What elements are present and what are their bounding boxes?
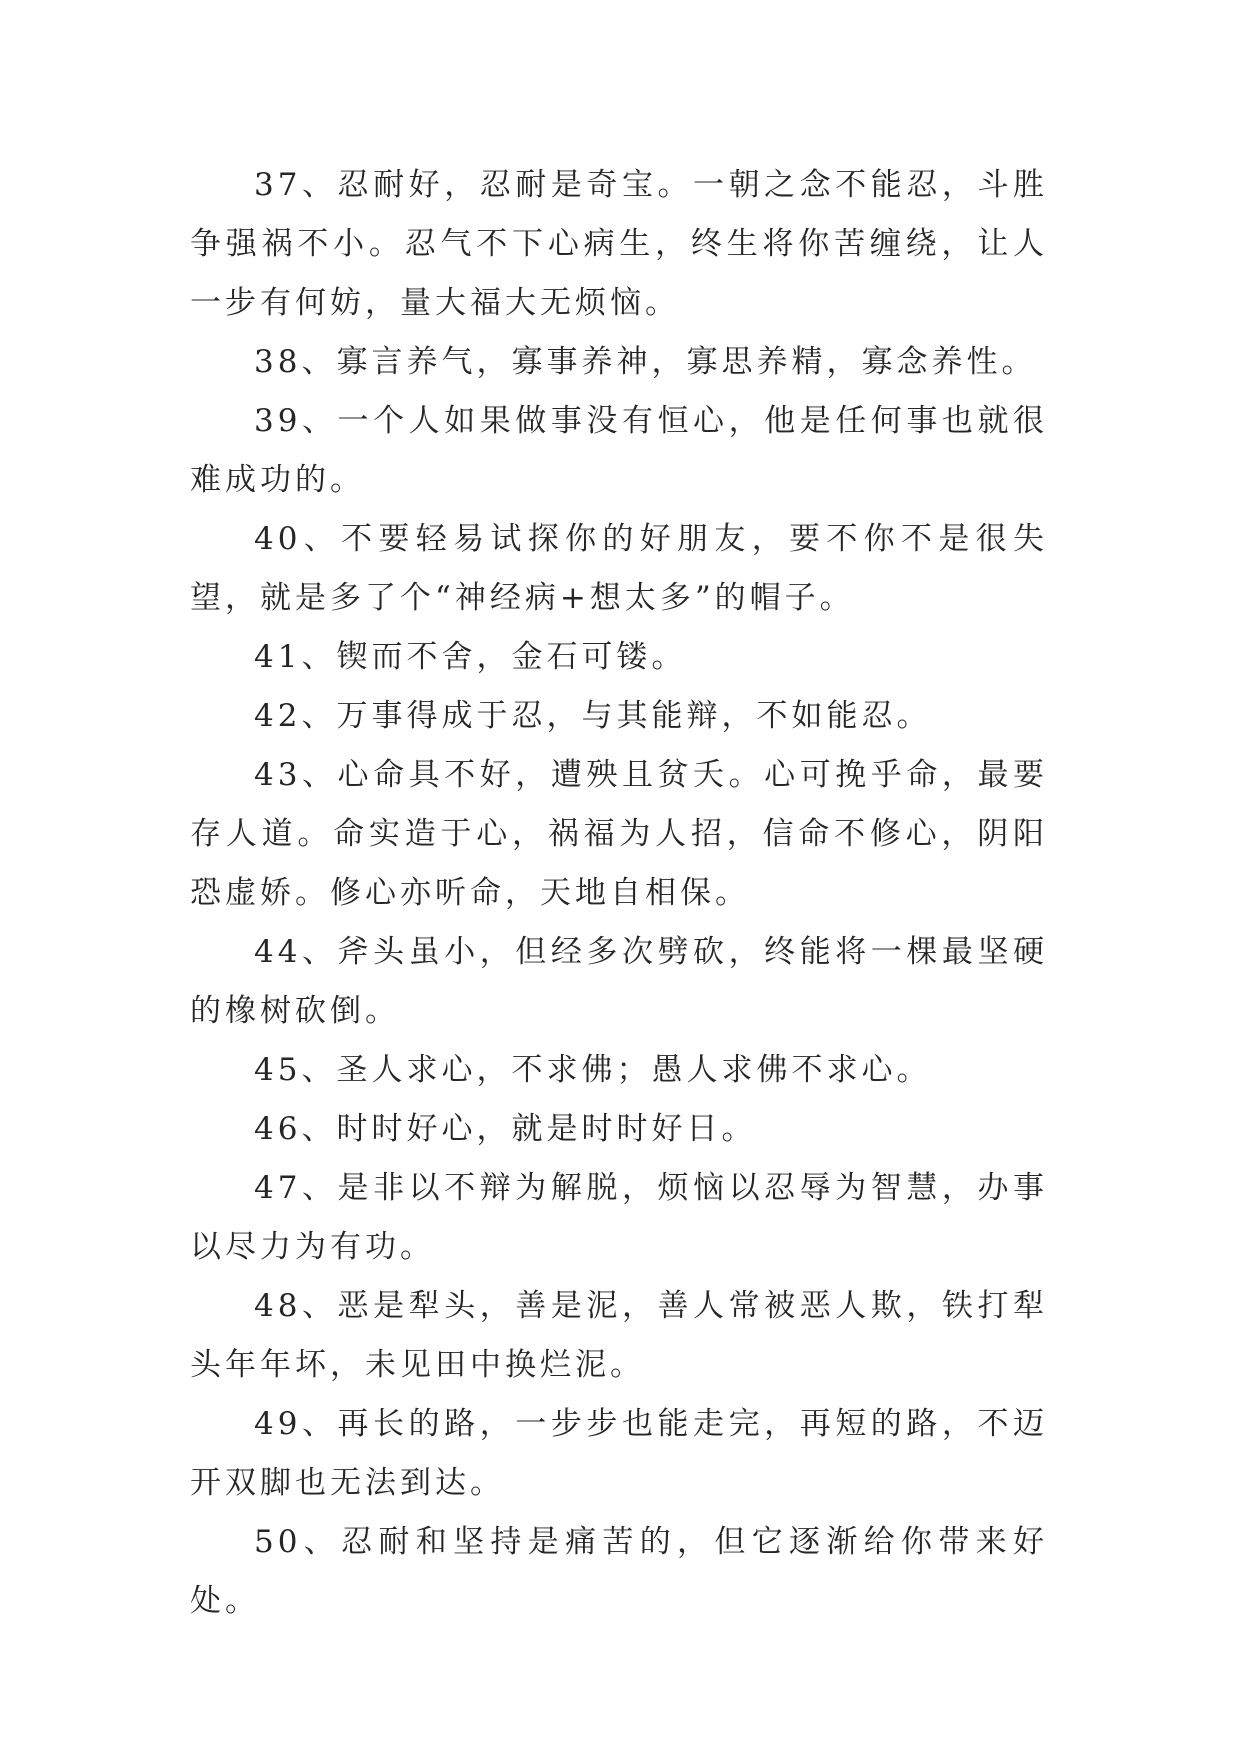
quote-paragraph-44: 44、斧头虽小，但经多次劈砍，终能将一棵最坚硬的橡树砍倒。: [190, 934, 1048, 1029]
quote-list: [190, 156, 1048, 1631]
quote-paragraph-47: 47、是非以不辩为解脱，烦恼以忍辱为智慧，办事以尽力为有功。: [190, 1170, 1048, 1265]
quote-paragraph-37: 37、忍耐好，忍耐是奇宝。一朝之念不能忍，斗胜争强祸不小。忍气不下心病生，终生将你苦缠绕，让人一步有何妨，量大福大无烦恼。: [190, 167, 1048, 321]
quote-paragraph-48: 48、恶是犁头，善是泥，善人常被恶人欺，铁打犁头年年坏，未见田中换烂泥。: [190, 1288, 1048, 1383]
quote-paragraph-45: 45、圣人求心，不求佛；愚人求佛不求心。: [254, 1052, 932, 1088]
quote-paragraph-41: 41、锲而不舍，金石可镂。: [254, 639, 687, 675]
quote-paragraph-42: 42、万事得成于忍，与其能辩，不如能忍。: [254, 698, 932, 734]
quote-paragraph-50: 50、忍耐和坚持是痛苦的，但它逐渐给你带来好处。: [190, 1524, 1048, 1619]
quote-paragraph-43: 43、心命具不好，遭殃且贫夭。心可挽乎命，最要存人道。命实造于心，祸福为人招，信命不修心，阴阳恐虚娇。修心亦听命，天地自相保。: [190, 757, 1048, 911]
quote-paragraph-38: 38、寡言养气，寡事养神，寡思养精，寡念养性。: [254, 344, 1037, 380]
quote-paragraph-40: 40、不要轻易试探你的好朋友，要不你不是很失望，就是多了个“神经病+想太多”的帽子。: [190, 521, 1048, 616]
quote-paragraph-39: 39、一个人如果做事没有恒心，他是任何事也就很难成功的。: [190, 403, 1048, 498]
quote-paragraph-49: 49、再长的路，一步步也能走完，再短的路，不迈开双脚也无法到达。: [190, 1406, 1048, 1501]
quote-paragraph-46: 46、时时好心，就是时时好日。: [254, 1111, 757, 1147]
